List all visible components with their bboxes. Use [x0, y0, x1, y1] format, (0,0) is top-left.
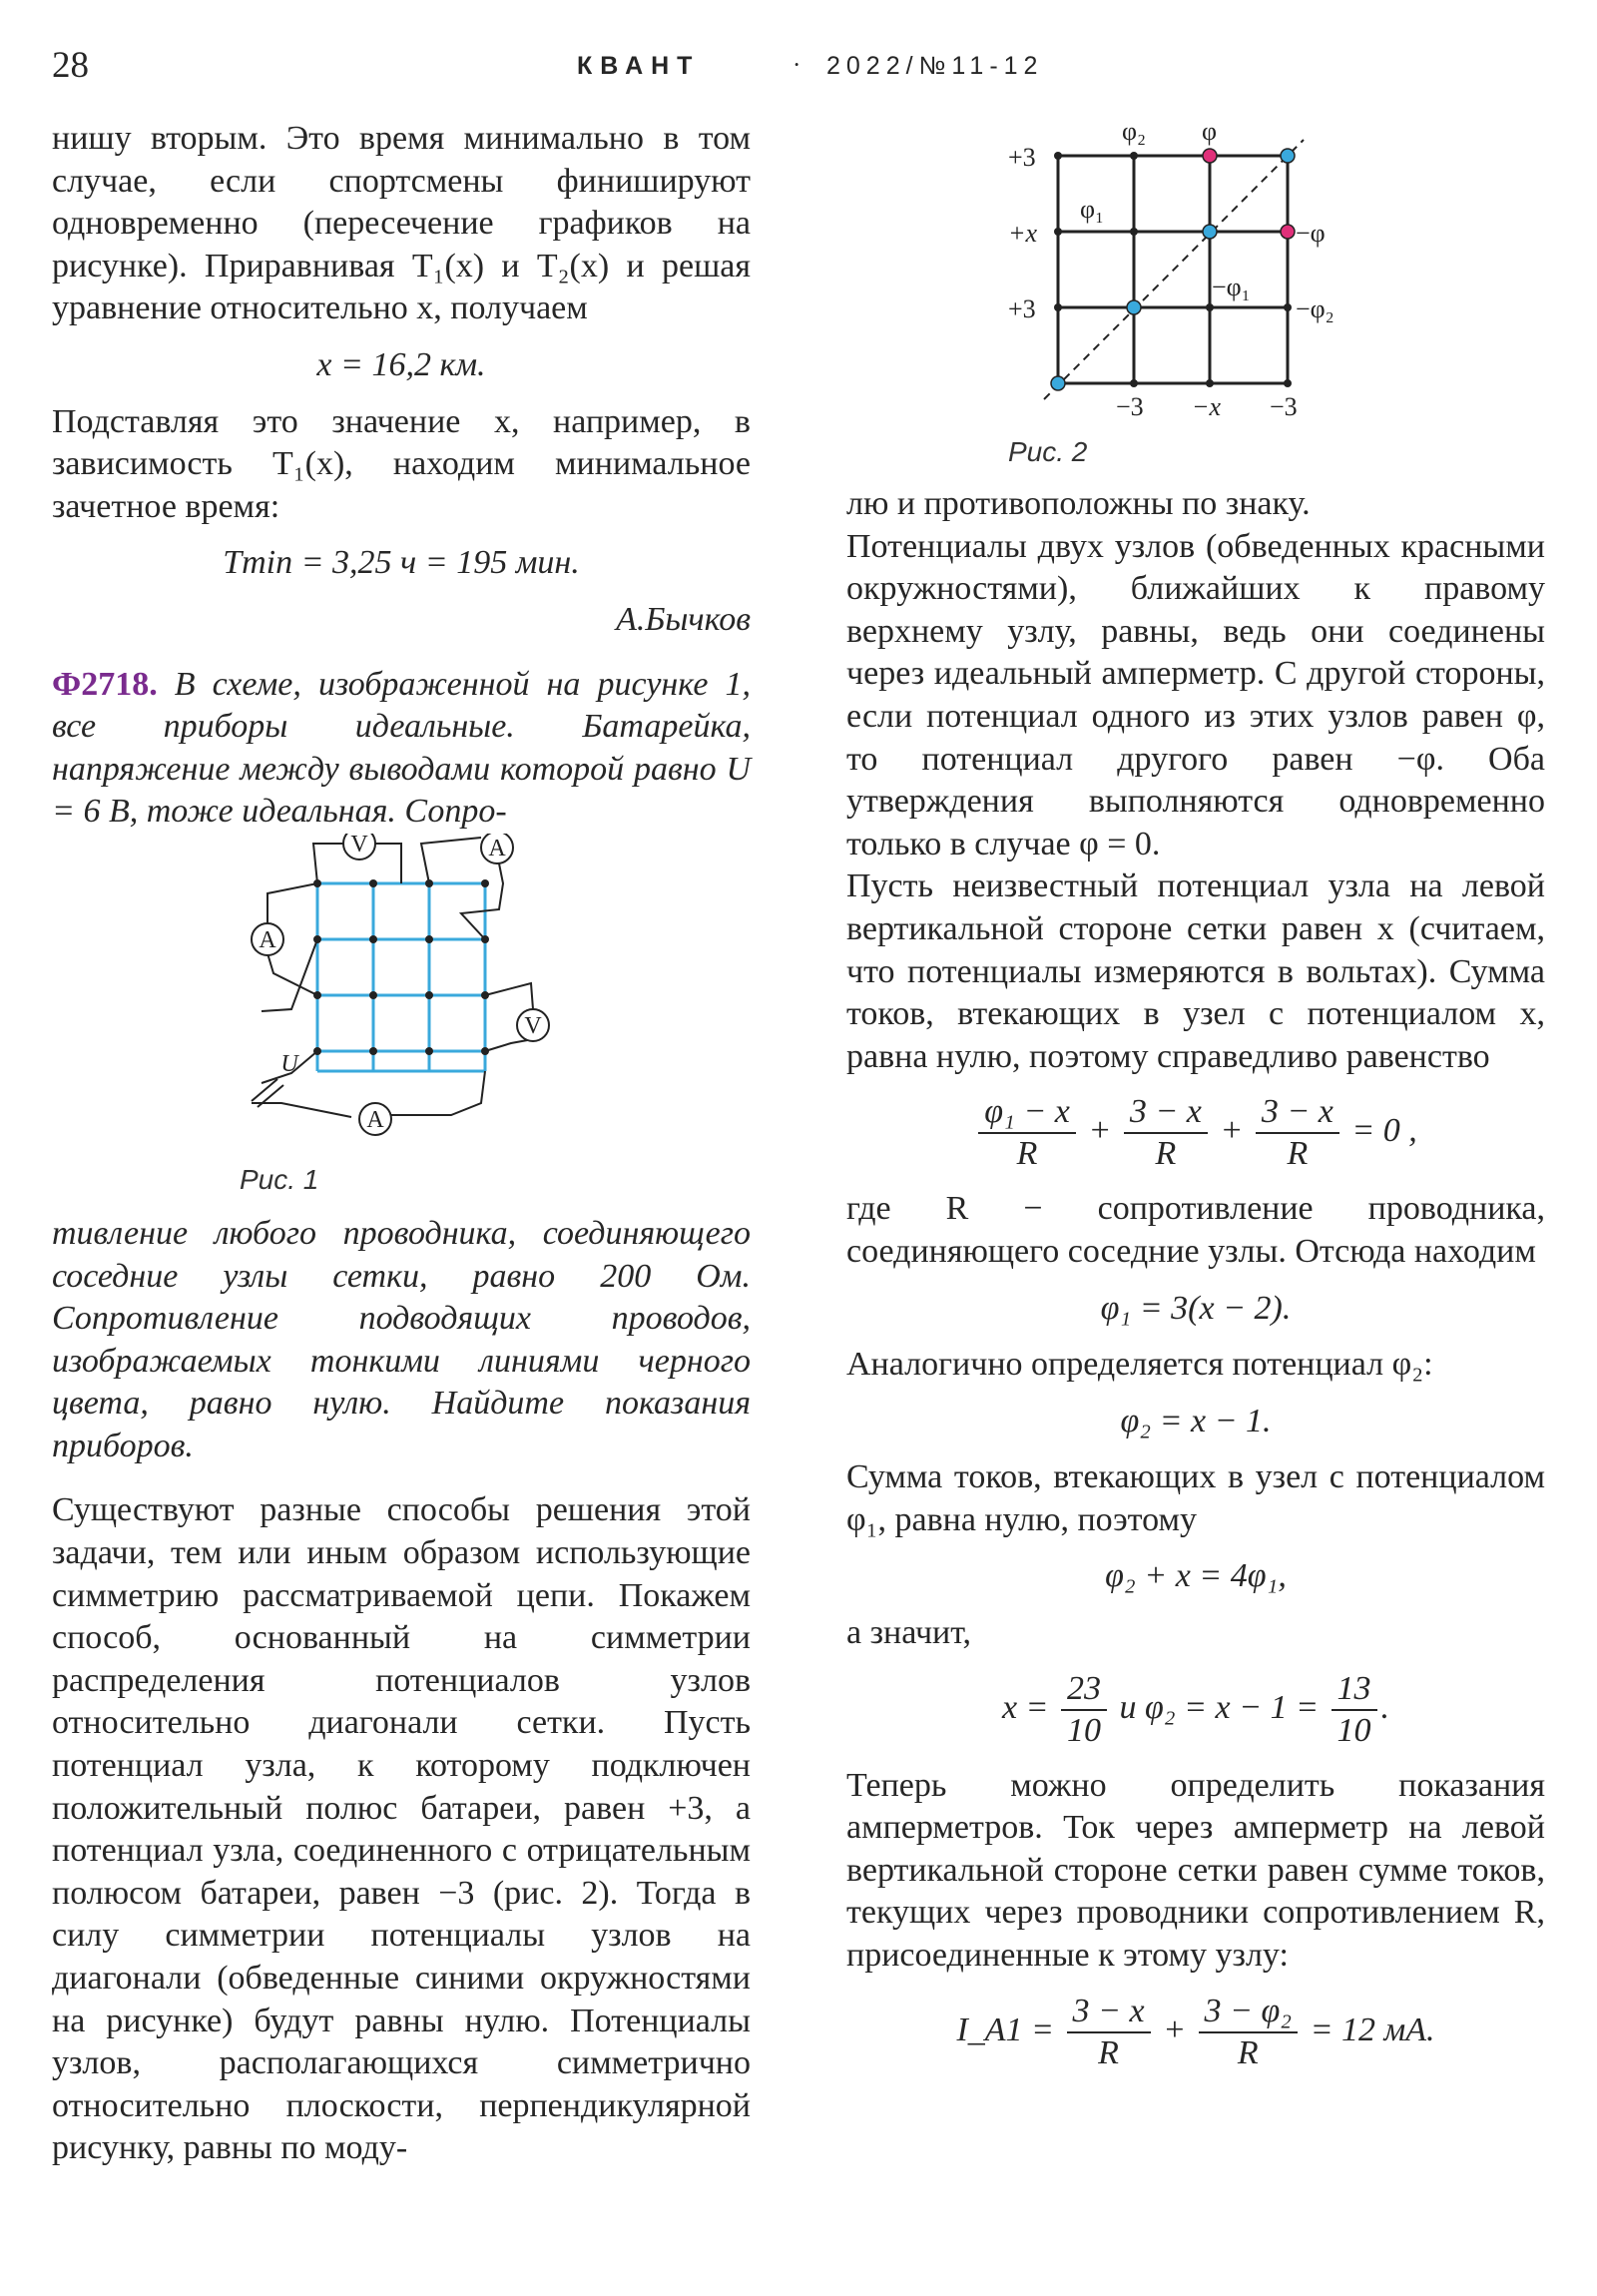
svg-text:−φ₁: −φ₁ — [1212, 273, 1251, 301]
svg-text:φ: φ — [1202, 117, 1218, 146]
figure-1 — [52, 834, 751, 1213]
problem-statement — [52, 664, 751, 834]
journal-title: КВАНТ — [577, 52, 701, 80]
svg-text:A: A — [488, 835, 506, 861]
equation-4: φ₂ + x = 4φ₁, — [1105, 1557, 1287, 1595]
paragraph: Пусть неизвестный потенциал узла на левой вертикальной стороне сетки равен x (считаем, что потенциалы измеряются в вольтах). Сумма токов, втекающих в узел с потенциалом x, равна нулю, поэтому справедливо равенство — [846, 867, 1545, 1075]
figure-2 — [998, 110, 1357, 479]
svg-text:φ₂: φ₂ — [1122, 117, 1147, 146]
circuit-diagram — [52, 834, 751, 1213]
svg-text:V: V — [350, 833, 368, 858]
formula: Tmin = 3,25 ч = 195 мин. — [223, 544, 580, 582]
svg-text:V: V — [524, 1012, 542, 1039]
paragraph: Потенциалы двух узлов (обведенных красными окружностями), ближайших к правому верхнему узлу, равны, ведь они соединены через идеальный амперметр. С другой стороны, если потенциал одного из этих узлов равен φ, то потенциал другого равен −φ. Оба утверждения выполняются одновременно только в случае φ = 0. — [846, 527, 1545, 862]
right-column — [846, 483, 1545, 2087]
svg-text:+3: +3 — [1008, 294, 1036, 323]
equation-6: I_A1 = $\frac{3 - x}{R}$ + $\frac{\text{3 − φ₂}}{R}$ = 12 мА. — [956, 1992, 1435, 2071]
left-column — [52, 118, 751, 2170]
potential-grid-diagram — [998, 110, 1357, 479]
svg-text:−x: −x — [1192, 392, 1222, 421]
figure-caption: Рис. 1 — [240, 1163, 319, 1195]
svg-text:φ₁: φ₁ — [1080, 195, 1105, 224]
paragraph: где R − сопротивление проводника, соединяющего соседние узлы. Отсюда находим — [846, 1190, 1545, 1270]
svg-text:−φ: −φ — [1296, 219, 1326, 248]
paragraph: Существуют разные способы решения этой задачи, тем или иным образом использующие симметрию рассматриваемой цепи. Покажем способ, основанный на симметрии распределения потенциалов узлов относительно диагонали сетки. Пусть потенциал узла, к которому подключен положительный полюс батареи, равен +3, а потенциал узла, соединенного с отрицательным полюсом батареи, равен −3 (рис. 2). Тогда в силу симметрии потенциалы узлов на диагонали (обведенные синими окружностями на рисунке) будут равны нулю. Потенциалы узлов, располагающихся симметрично относительно плоскости, перпендикулярной рисунку, равны по моду- — [52, 1491, 751, 2167]
header-separator: · — [793, 52, 801, 79]
problem-text: тивление любого проводника, соединяющего соседние узлы сетки, равно 200 Ом. Сопротивление подводящих проводов, изображаемых тонкими линиями черного цвета, равно нулю. Найдите показания приборов. — [52, 1214, 751, 1464]
svg-text:A: A — [259, 926, 276, 953]
paragraph: Сумма токов, втекающих в узел с потенциалом φ₁, равна нулю, поэтому — [846, 1458, 1545, 1538]
svg-text:U: U — [280, 1050, 298, 1077]
svg-text:−3: −3 — [1116, 392, 1144, 421]
svg-text:A: A — [366, 1106, 384, 1133]
svg-text:−φ₂: −φ₂ — [1296, 294, 1334, 323]
page-header — [52, 44, 1549, 84]
figure-caption: Рис. 2 — [1008, 436, 1088, 467]
paragraph: нишу вторым. Это время минимально в том случае, если спортсмены финишируют одновременно (пересечение графиков на рисунке). Приравнивая T₁(x) и T₂(x) и решая уравнение относительно x, получаем — [52, 120, 751, 327]
svg-text:+3: +3 — [1008, 143, 1036, 172]
paragraph: а значит, — [846, 1614, 972, 1652]
paragraph: Теперь можно определить показания амперметров. Ток через амперметр на левой вертикальной стороне сетки равен сумме токов, текущих через проводники сопротивлением R, присоединенные к этому узлу: — [846, 1766, 1545, 1975]
equation-5: x = $\frac{23}{10}$ и φ₂ = x − 1 = $\frac{13}{10}$ . — [1001, 1669, 1390, 1749]
problem-text: В схеме, изображенной на рисунке 1, все приборы идеальные. Батарейка, напряжение между выводами которой равно U = 6 В, тоже идеальная. Сопро- — [52, 665, 751, 831]
svg-text:+x: +x — [1008, 219, 1038, 248]
author-signature: А.Бычков — [616, 600, 751, 638]
paragraph: лю и противоположны по знаку. — [846, 485, 1311, 522]
equation-1: $\frac{\text{φ₁ − x}}{R}$ + $\frac{3 - x}{R}$ + $\frac{3 - x}{R}$ = 0 , — [846, 1092, 1545, 1174]
paragraph: Аналогично определяется потенциал φ₂: — [846, 1346, 1433, 1384]
issue-number: 2022/№11-12 — [826, 52, 1044, 80]
page-number: 28 — [52, 45, 89, 86]
equation-3: φ₂ = x − 1. — [1120, 1402, 1272, 1439]
svg-text:−3: −3 — [1270, 392, 1298, 421]
problem-number: Ф2718. — [52, 665, 158, 703]
equation-2: φ₁ = 3(x − 2). — [1100, 1289, 1292, 1327]
paragraph: Подставляя это значение x, например, в зависимость T₁(x), находим минимальное зачетное время: — [52, 402, 751, 525]
formula: x = 16,2 км. — [316, 345, 486, 383]
